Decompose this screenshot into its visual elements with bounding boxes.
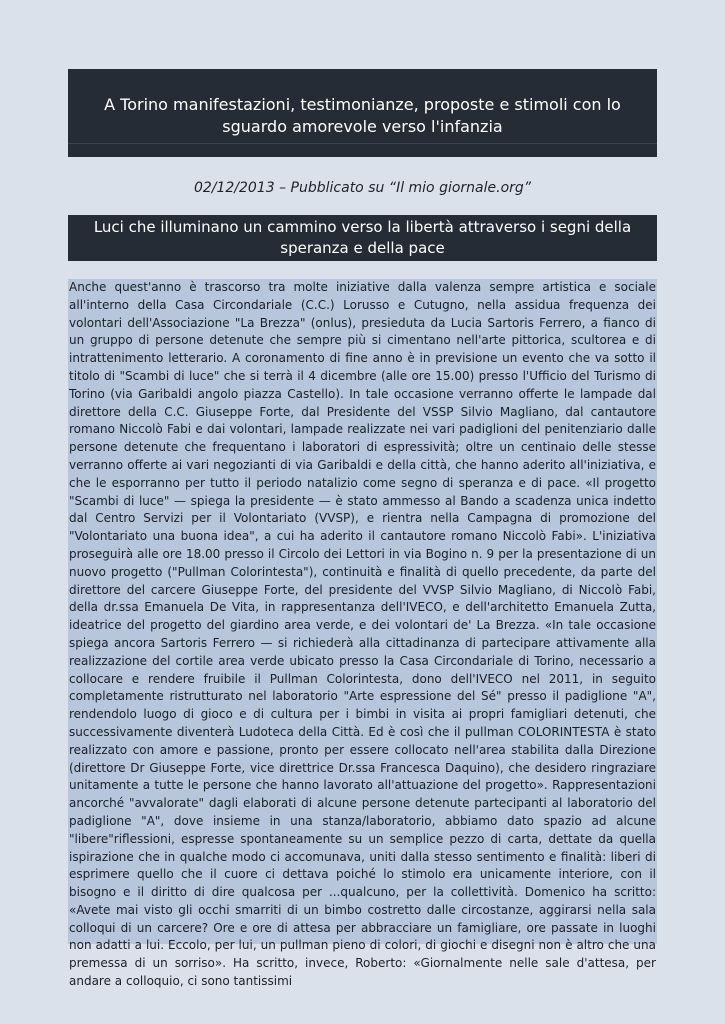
article-body-text: Anche quest'anno è trascorso tra molte iniziative dalla valenza sempre artistica e sociale all'interno della Casa Circondariale (C.C.) Lorusso e Cutugno, nella assidua frequenza dei volontari dell'Associazione "La Brezza" (onlus), presieduta da Lucia Sartoris Ferrero, a fianco di un gruppo di persone detenute che sempre più si cimentano nell'arte pittorica, scultorea e di intrattenimento letterario. A coronamento di fine anno è in previsione un evento che va sotto il titolo di "Scambi di luce" che si terrà il 4 dicembre (alle ore 15.00) presso l'Ufficio del Turismo di Torino (via Garibaldi angolo piazza Castello). In tale occasione verranno offerte le lampade dal direttore della C.C. Giuseppe Forte, dal Presidente del VSSP Silvio Magliano, dal cantautore romano Niccolò Fabi e dai volontari, lampade realizzate nei vari padiglioni del penitenziario dalle persone detenute che frequentano i laboratori di espressività; oltre un centinaio delle stesse verranno offerte ai vari negozianti di via Garibaldi e della città, che hanno aderito all'iniziativa, e che le esporranno per tutto il periodo natalizio come segno di speranza e di pace. «Il progetto "Scambi di luce" — spiega la presidente — è stato ammesso al Bando a scadenza unica indetto dal Centro Servizi per il Volontariato (VVSP), e rientra nella Campagna di promozione del "Volontariato una buona idea", a cui ha aderito il cantautore romano Niccolò Fabi». L'iniziativa proseguirà alle ore 18.00 presso il Circolo dei Lettori in via Bogino n. 9 per la presentazione di un nuovo progetto ("Pullman Colorintesta"), continuità e finalità di quello precedente, da parte del direttore del carcere Giuseppe Forte, del presidente del VVSP Silvio Magliano, di Niccolò Fabi, della dr.ssa Emanuela De Vita, in rappresentanza dell'IVECO, e dell'architetto Emanuela Zutta, ideatrice del progetto del giardino area verde, e dei volontari de' La Brezza. «In tale occasione spiega ancora Sartoris Ferrero — si richiederà alla cittadinanza di partecipare attivamente alla realizzazione del cortile area verde ubicato presso la Casa Circondariale di Torino, necessario a collocare e rendere fruibile il Pullman Colorintesta, dono dell'IVECO nel 2011, in seguito completamente ristrutturato nel laboratorio "Arte espressione del Sé" presso il padiglione "A", rendendolo luogo di gioco e di cultura per i bimbi in visita ai propri famigliari detenuti, che successivamente diventerà Ludoteca della Città. Ed è così che il pullman COLORINTESTA è stato realizzato con amore e passione, pronto per essere collocato nell'area stabilita dalla Direzione (direttore Dr Giuseppe Forte, vice direttrice Dr.ssa Francesca Daquino), che desidero ringraziare unitamente a tutte le persone che hanno lavorato all'attuazione del progetto». Rappresentazioni ancorché "avvalorate" dagli elaborati di alcune persone detenute partecipanti al laboratorio del padiglione "A", dove insieme in una stanza/laboratorio, abbiamo dato spazio ad alcune "libere"riflessioni, espresse spontaneamente su un semplice pezzo di carta, dettate da quella ispirazione che in qualche modo ci accomunava, uniti dalla stesso sentimento e finalità: liberi di esprimere quello che il cuore ci dettava poiché lo stimolo era unicamente interiore, con il bisogno e il diritto di dire qualcosa per ...qualcuno, per la collettività. Domenico ha scritto: «Avete mai visto gli occhi smarriti di un bimbo costretto dalle circostanze, aggirarsi nella sala colloqui di un carcere? Ore e ore di attesa per abbracciare un famigliare, ore passate in luoghi non adatti a lui. Eccolo, per lui, un pullman pieno di colori, di giochi e disegni non è altro che una premessa di un sorriso». Ha scritto, invece, Roberto: «Giornalmente nelle sale d'attesa, per andare a colloquio, ci sono tantissimi <box>69 280 656 989</box>
article-headline-box <box>68 69 657 157</box>
article-subtitle-box <box>68 215 657 261</box>
publication-dateline: 02/12/2013 – Pubblicato su “Il mio giornale.org” <box>193 180 532 196</box>
headline-divider <box>68 143 657 144</box>
article-subtitle: Luci che illuminano un cammino verso la libertà attraverso i segni della speranza e della pace <box>93 218 632 257</box>
article-headline: A Torino manifestazioni, testimonianze, proposte e stimoli con lo sguardo amorevole verso l'infanzia <box>104 95 621 136</box>
article-body-block <box>68 279 657 989</box>
